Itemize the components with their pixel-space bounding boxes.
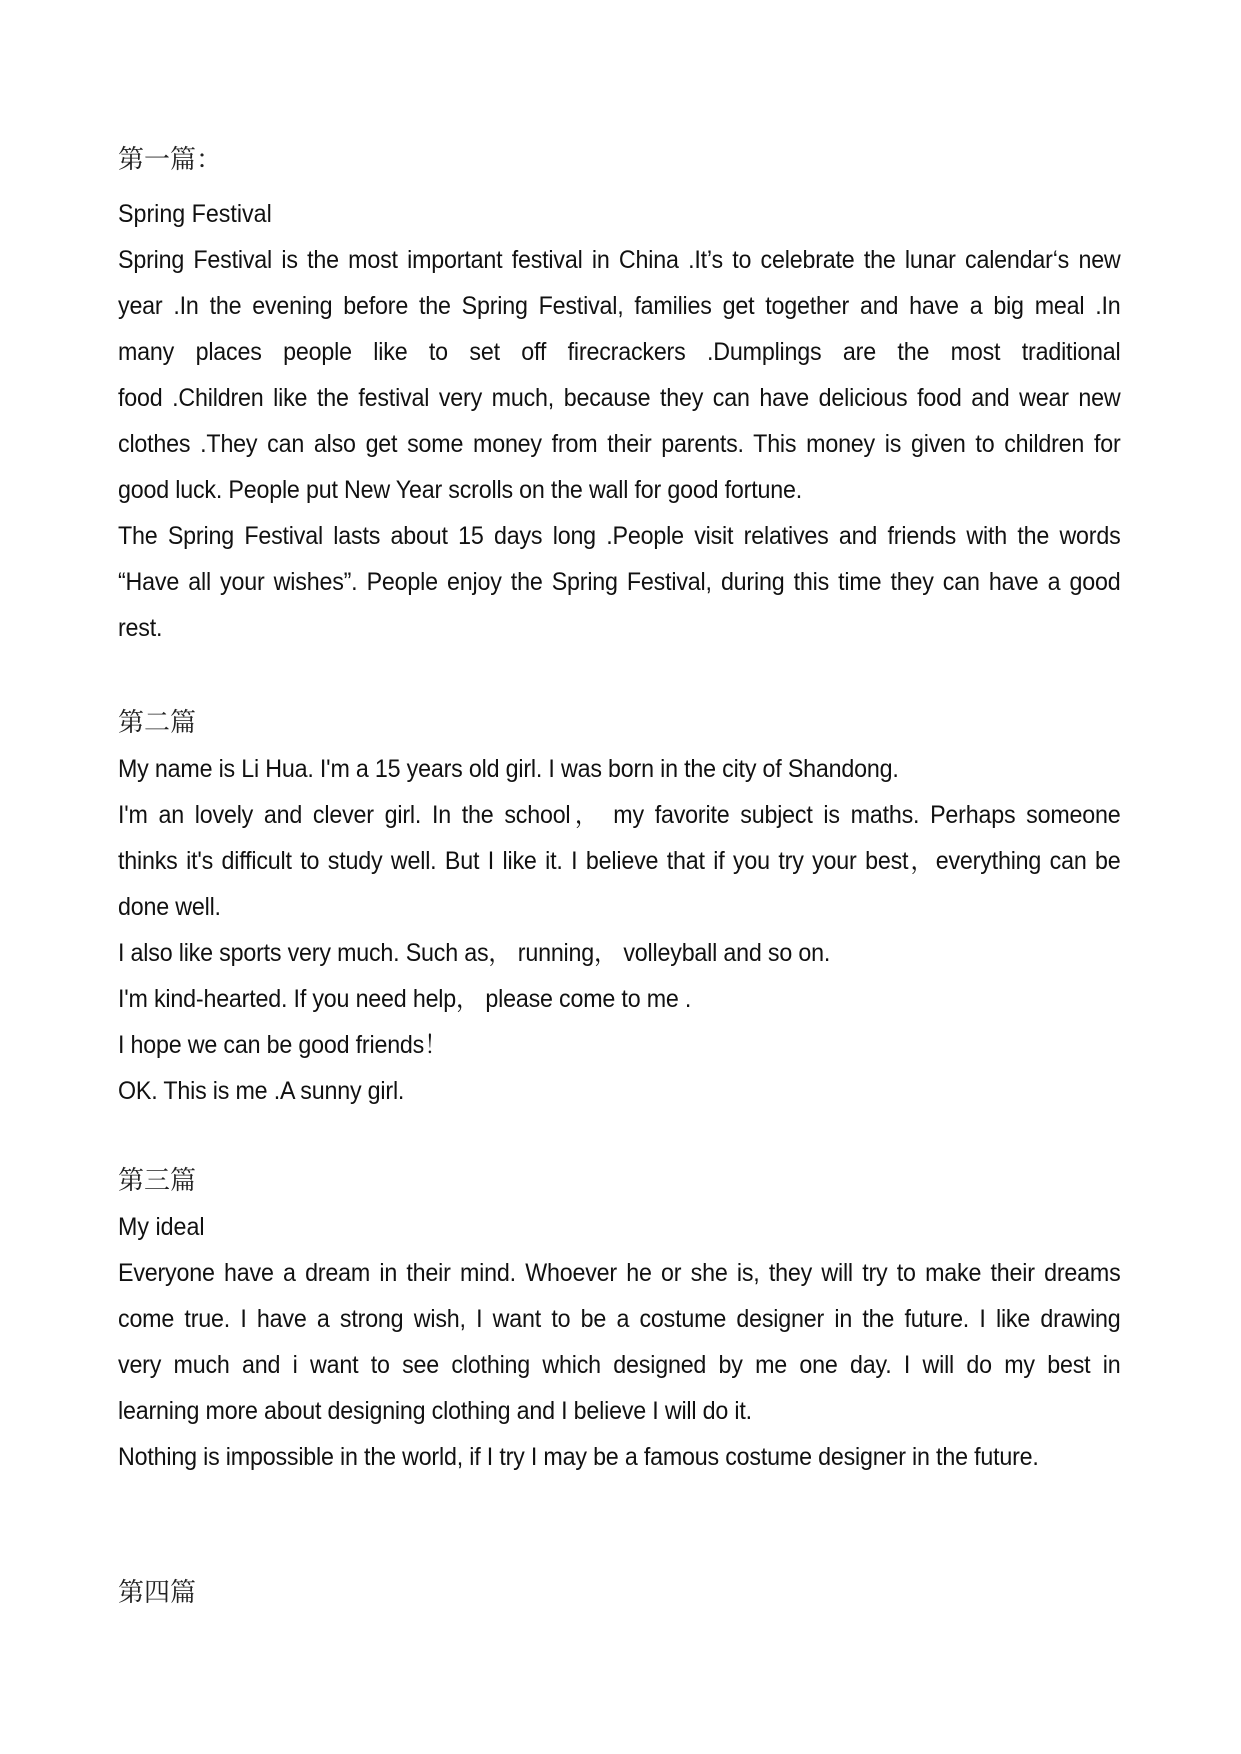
- section-heading: 第二篇: [118, 708, 197, 738]
- paragraph-line: I hope we can be good friends！: [118, 1031, 448, 1059]
- essay-section-1: [118, 137, 1121, 651]
- section-heading: 第四篇: [118, 1578, 197, 1608]
- paragraph-line: many places people like to set off firecrackers .Dumplings are the most traditional: [118, 338, 1121, 366]
- paragraph-line: rest.: [118, 614, 163, 642]
- paragraph-line: Spring Festival is the most important festival in China .It’s to celebrate the lunar calendar‘s new: [118, 246, 1121, 274]
- section-heading: 第一篇：: [118, 145, 223, 175]
- paragraph-line: I also like sports very much. Such as， running， volleyball and so on.: [118, 939, 831, 967]
- paragraph-line: year .In the evening before the Spring Festival, families get together and have a big meal .In: [118, 292, 1121, 320]
- paragraph-line: come true. I have a strong wish, I want to be a costume designer in the future. I like drawing: [118, 1305, 1121, 1333]
- essay-title: My ideal: [118, 1213, 205, 1241]
- paragraph-line: I'm an lovely and clever girl. In the school， my favorite subject is maths. Perhaps someone: [118, 801, 1121, 829]
- essay-section-3: [118, 1158, 1121, 1480]
- paragraph-line: My name is Li Hua. I'm a 15 years old girl. I was born in the city of Shandong.: [118, 755, 899, 783]
- paragraph-line: very much and i want to see clothing which designed by me one day. I will do my best in: [118, 1351, 1121, 1379]
- paragraph-line: The Spring Festival lasts about 15 days long .People visit relatives and friends with the words: [118, 522, 1121, 550]
- essay-section-2: [118, 700, 1121, 1114]
- section-heading: 第三篇: [118, 1166, 197, 1196]
- paragraph-line: good luck. People put New Year scrolls on the wall for good fortune.: [118, 476, 803, 504]
- paragraph-line: food .Children like the festival very much, because they can have delicious food and wear new: [118, 384, 1121, 412]
- paragraph-line: clothes .They can also get some money from their parents. This money is given to children for: [118, 430, 1121, 458]
- paragraph-line: done well.: [118, 893, 221, 921]
- essay-section-4: [118, 1570, 1121, 1616]
- paragraph-line: “Have all your wishes”. People enjoy the Spring Festival, during this time they can have a good: [118, 568, 1121, 596]
- paragraph-line: Nothing is impossible in the world, if I try I may be a famous costume designer in the future.: [118, 1443, 1039, 1471]
- paragraph-line: Everyone have a dream in their mind. Whoever he or she is, they will try to make their dreams: [118, 1259, 1121, 1287]
- spacer: [118, 183, 1121, 191]
- paragraph-line: I'm kind-hearted. If you need help， please come to me .: [118, 985, 692, 1013]
- essay-title: Spring Festival: [118, 200, 272, 228]
- paragraph-line: learning more about designing clothing and I believe I will do it.: [118, 1397, 752, 1425]
- paragraph-line: OK. This is me .A sunny girl.: [118, 1077, 405, 1105]
- paragraph-line: thinks it's difficult to study well. But I like it. I believe that if you try your best，everything can be: [118, 847, 1121, 875]
